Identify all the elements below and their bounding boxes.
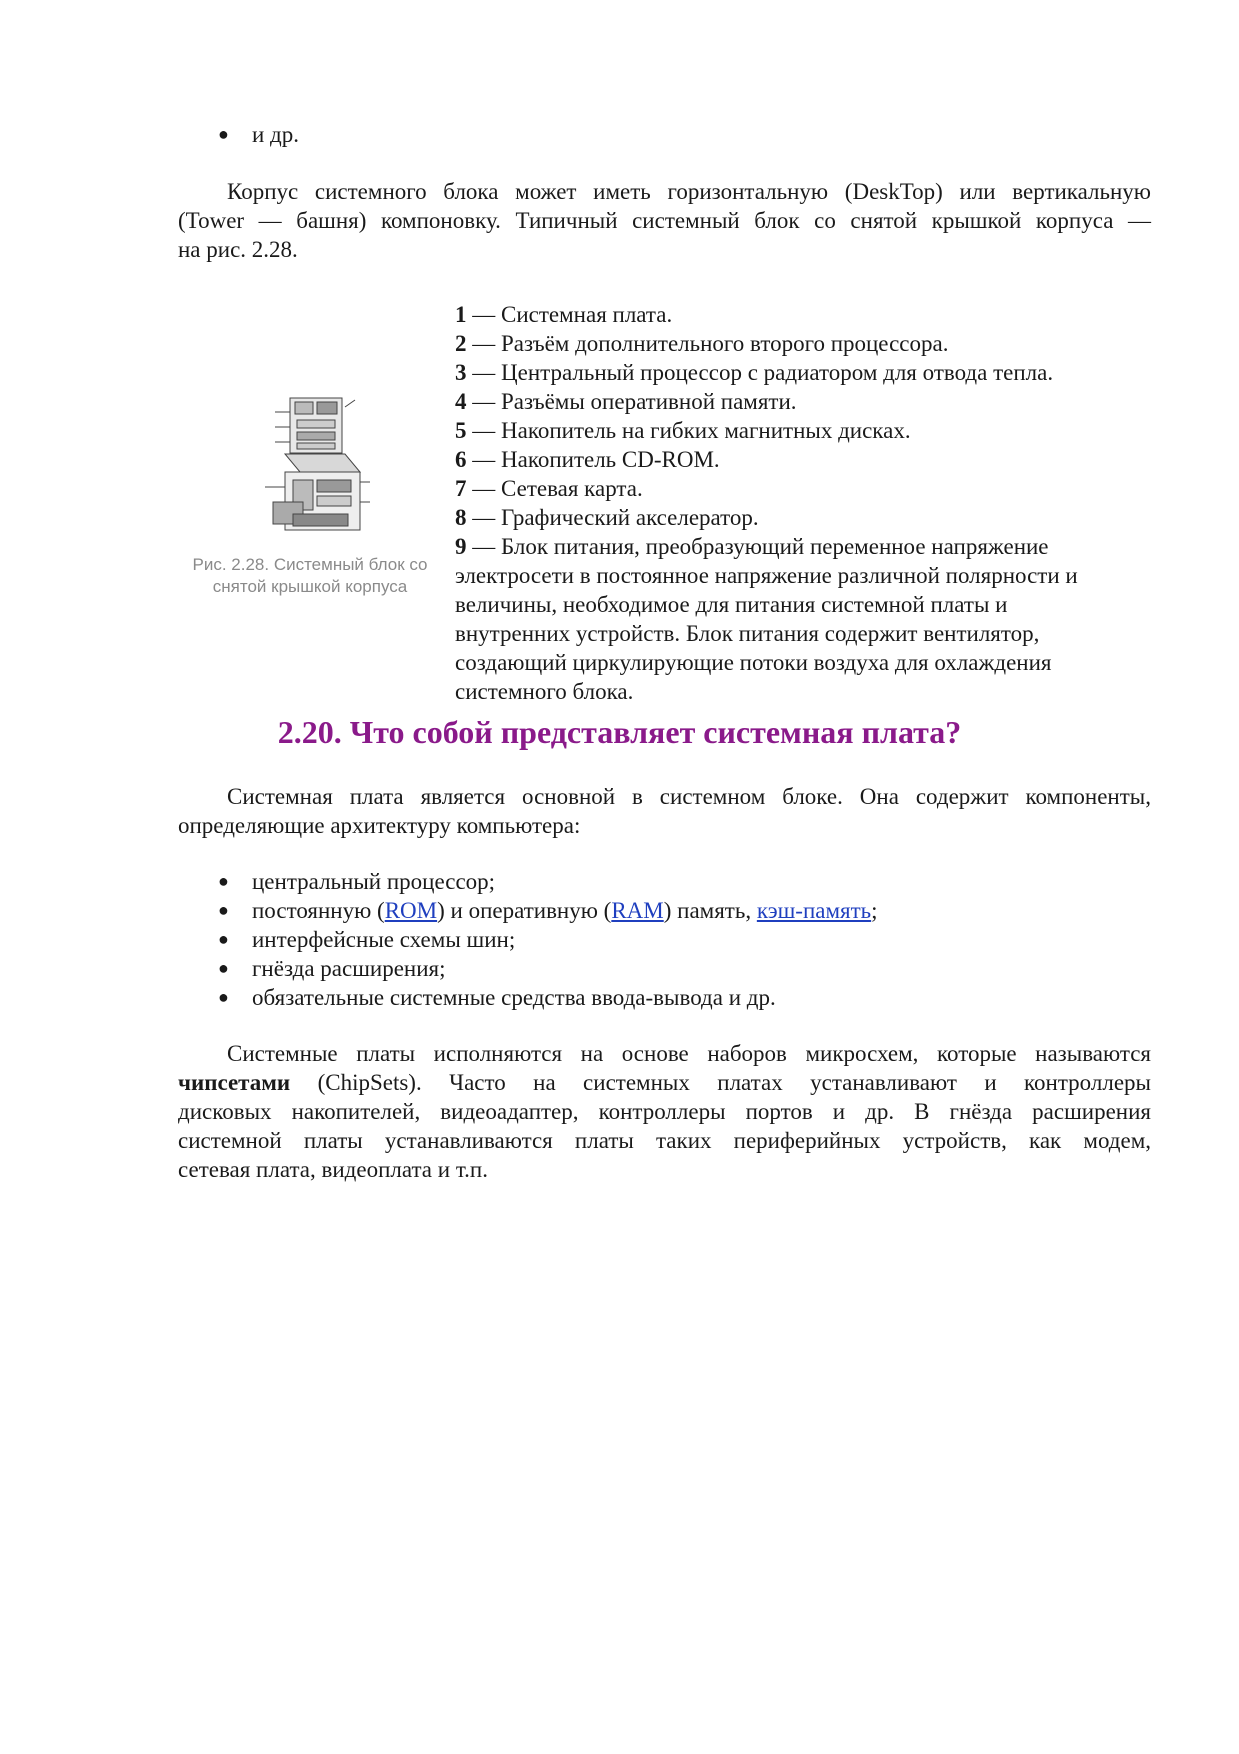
bullet-icon: ● — [218, 987, 229, 1007]
list-item — [178, 867, 878, 896]
legend-item — [455, 503, 1155, 532]
paragraph-line: дисковых накопителей, видеоадаптер, контроллеры портов и др. В гнёзда расширения — [178, 1099, 1151, 1124]
legend-text: — Сетевая карта. — [466, 476, 643, 501]
cache-memory-link[interactable]: кэш-память — [756, 898, 872, 923]
legend-item — [455, 300, 1155, 329]
components-list — [178, 867, 878, 1012]
legend-item — [455, 532, 1155, 561]
legend-continuation: величины, необходимое для питания системной платы и — [455, 592, 1008, 617]
legend-text: — Разъёмы оперативной памяти. — [466, 389, 797, 414]
figure-legend — [455, 300, 1155, 706]
list-item-text: постоянную ( — [252, 898, 385, 923]
legend-item — [455, 329, 1155, 358]
legend-continuation: внутренних устройств. Блок питания содержит вентилятор, — [455, 621, 1040, 646]
bullet-icon: ● — [218, 124, 229, 144]
list-item-text: ) и оперативную ( — [437, 898, 612, 923]
legend-text: — Графический акселератор. — [466, 505, 759, 530]
legend-text: — Блок питания, преобразующий переменное напряжение — [466, 534, 1049, 559]
legend-number: 7 — [455, 476, 467, 501]
paragraph-line: (Tower — башня) компоновку. Типичный системный блок со снятой крышкой корпуса — — [178, 208, 1151, 233]
paragraph-line: Системная плата является основной в системном блоке. Она содержит компоненты, — [227, 784, 1151, 809]
section-heading: 2.20. Что собой представляет системная плата? — [277, 714, 962, 750]
caption-line: Рис. 2.28. Системный блок со — [192, 555, 428, 574]
bullet-icon: ● — [218, 871, 229, 891]
legend-number: 9 — [455, 534, 467, 559]
list-item — [178, 896, 878, 925]
legend-number: 6 — [455, 447, 467, 472]
top-bullet-list — [178, 120, 299, 149]
legend-number: 3 — [455, 360, 467, 385]
legend-text: — Центральный процессор с радиатором для отвода тепла. — [466, 360, 1054, 385]
legend-text: — Накопитель на гибких магнитных дисках. — [466, 418, 911, 443]
legend-item — [455, 445, 1155, 474]
legend-item — [455, 358, 1155, 387]
legend-number: 2 — [455, 331, 467, 356]
list-item — [178, 120, 299, 149]
paragraph-line: системной платы устанавливаются платы таких периферийных устройств, как модем, — [178, 1128, 1151, 1153]
paragraph-line: Системные платы исполняются на основе наборов микросхем, которые называются — [227, 1041, 1151, 1066]
intro-paragraph — [178, 177, 1151, 264]
list-item-text: интерфейсные схемы шин; — [252, 927, 516, 952]
system-unit-illustration-icon — [245, 392, 375, 547]
list-item — [178, 954, 878, 983]
section-paragraph — [178, 782, 1151, 840]
paragraph-text: (ChipSets). Часто на системных платах устанавливают и контроллеры — [290, 1070, 1151, 1095]
paragraph-line: на рис. 2.28. — [178, 237, 298, 262]
legend-continuation: электросети в постоянное напряжение различной полярности и — [455, 563, 1078, 588]
list-item-text: ) память, — [663, 898, 757, 923]
bullet-icon: ● — [218, 958, 229, 978]
list-item — [178, 925, 878, 954]
bold-term: чипсетами — [178, 1070, 291, 1095]
legend-number: 1 — [455, 302, 467, 327]
list-item-text: гнёзда расширения; — [252, 956, 446, 981]
legend-item — [455, 474, 1155, 503]
legend-text: — Системная плата. — [466, 302, 673, 327]
legend-item — [455, 416, 1155, 445]
ram-link[interactable]: RAM — [611, 898, 664, 923]
list-item-text: ; — [871, 898, 878, 923]
paragraph-line: сетевая плата, видеоплата и т.п. — [178, 1157, 488, 1182]
legend-continuation: создающий циркулирующие потоки воздуха для охлаждения — [455, 650, 1052, 675]
list-item-text: и др. — [252, 122, 300, 147]
paragraph-line: Корпус системного блока может иметь горизонтальную (DeskTop) или вертикальную — [227, 179, 1151, 204]
list-item — [178, 983, 878, 1012]
bullet-icon: ● — [218, 900, 229, 920]
legend-continuation: системного блока. — [455, 679, 634, 704]
legend-number: 5 — [455, 418, 467, 443]
legend-item — [455, 387, 1155, 416]
legend-number: 4 — [455, 389, 467, 414]
paragraph-line: определяющие архитектуру компьютера: — [178, 813, 581, 838]
bullet-icon: ● — [218, 929, 229, 949]
figure-caption — [175, 554, 445, 598]
paragraph-line — [178, 1068, 1151, 1097]
caption-line: снятой крышкой корпуса — [212, 577, 408, 596]
chipset-paragraph — [178, 1039, 1151, 1184]
list-item-text: обязательные системные средства ввода-вывода и др. — [252, 985, 776, 1010]
legend-text: — Разъём дополнительного второго процессора. — [466, 331, 949, 356]
legend-number: 8 — [455, 505, 467, 530]
list-item-text: центральный процессор; — [252, 869, 496, 894]
rom-link[interactable]: ROM — [384, 898, 438, 923]
legend-text: — Накопитель CD-ROM. — [466, 447, 720, 472]
